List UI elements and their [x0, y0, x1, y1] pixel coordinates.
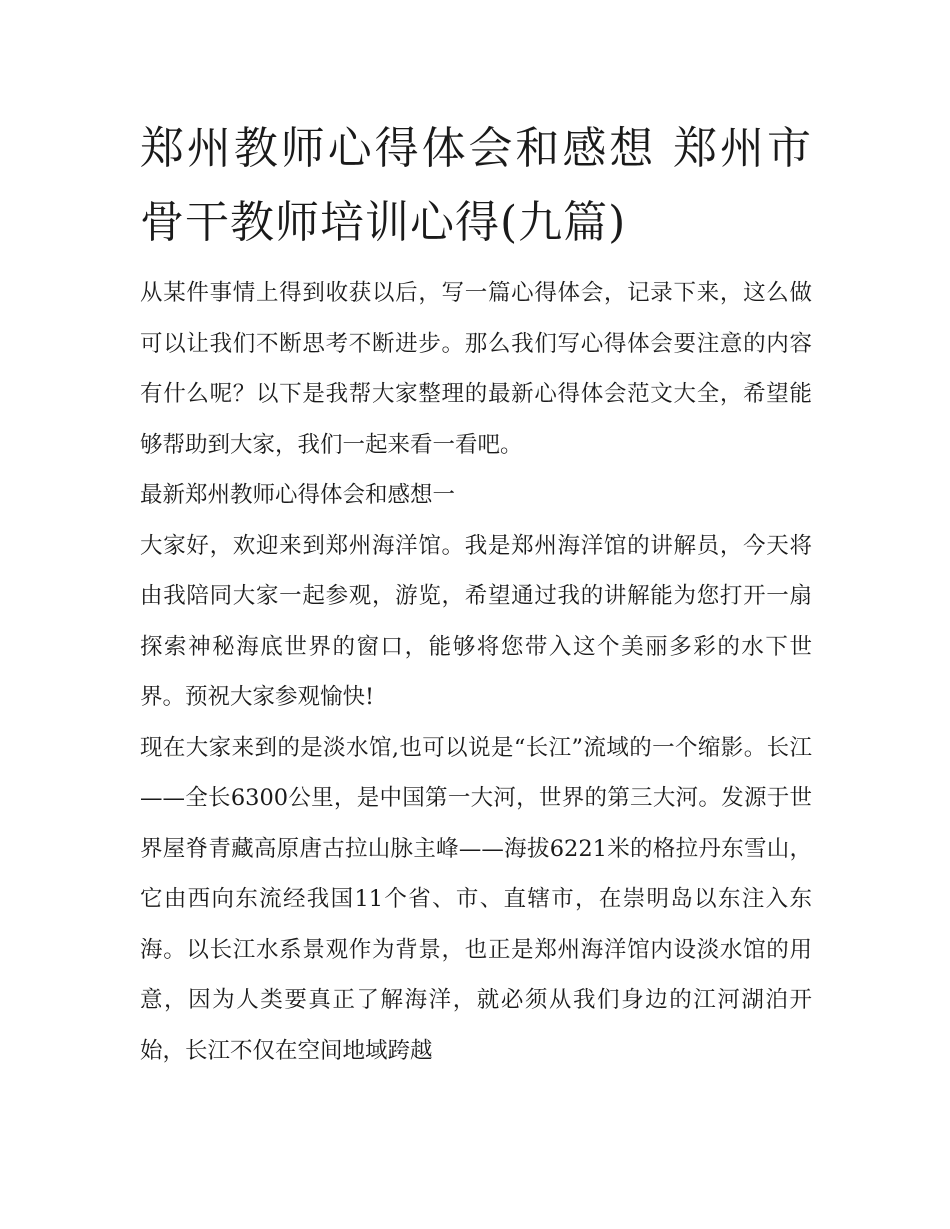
- section-heading: 最新郑州教师心得体会和感想一: [140, 482, 456, 508]
- freshwater-hall-paragraph: 现在大家来到的是淡水馆,也可以说是“长江”流域的一个缩影。长江——全长6300公里，是中国第一大河，世界的第三大河。发源于世界屋脊青藏高原唐古拉山脉主峰——海拔6221米的格拉丹东雪山，它由西向东流经我国11个省、市、直辖市，在崇明岛以东注入东海。以长江水系景观作为背景，也正是郑州海洋馆内设淡水馆的用意，因为人类要真正了解海洋，就必须从我们身边的江河湖泊开始，长江不仅在空间地域跨越: [140, 734, 812, 1064]
- document-title: 郑州教师心得体会和感想 郑州市骨干教师培训心得(九篇): [140, 123, 812, 248]
- welcome-paragraph: 大家好，欢迎来到郑州海洋馆。我是郑州海洋馆的讲解员，今天将由我陪同大家一起参观，游览，希望通过我的讲解能为您打开一扇探索神秘海底世界的窗口，能够将您带入这个美丽多彩的水下世界。预祝大家参观愉快!: [140, 532, 812, 710]
- intro-paragraph: 从某件事情上得到收获以后，写一篇心得体会，记录下来，这么做可以让我们不断思考不断进步。那么我们写心得体会要注意的内容有什么呢？以下是我帮大家整理的最新心得体会范文大全，希望能够帮助到大家，我们一起来看一看吧。: [140, 280, 812, 458]
- document-body: [140, 268, 812, 1076]
- document-page: [140, 112, 812, 1076]
